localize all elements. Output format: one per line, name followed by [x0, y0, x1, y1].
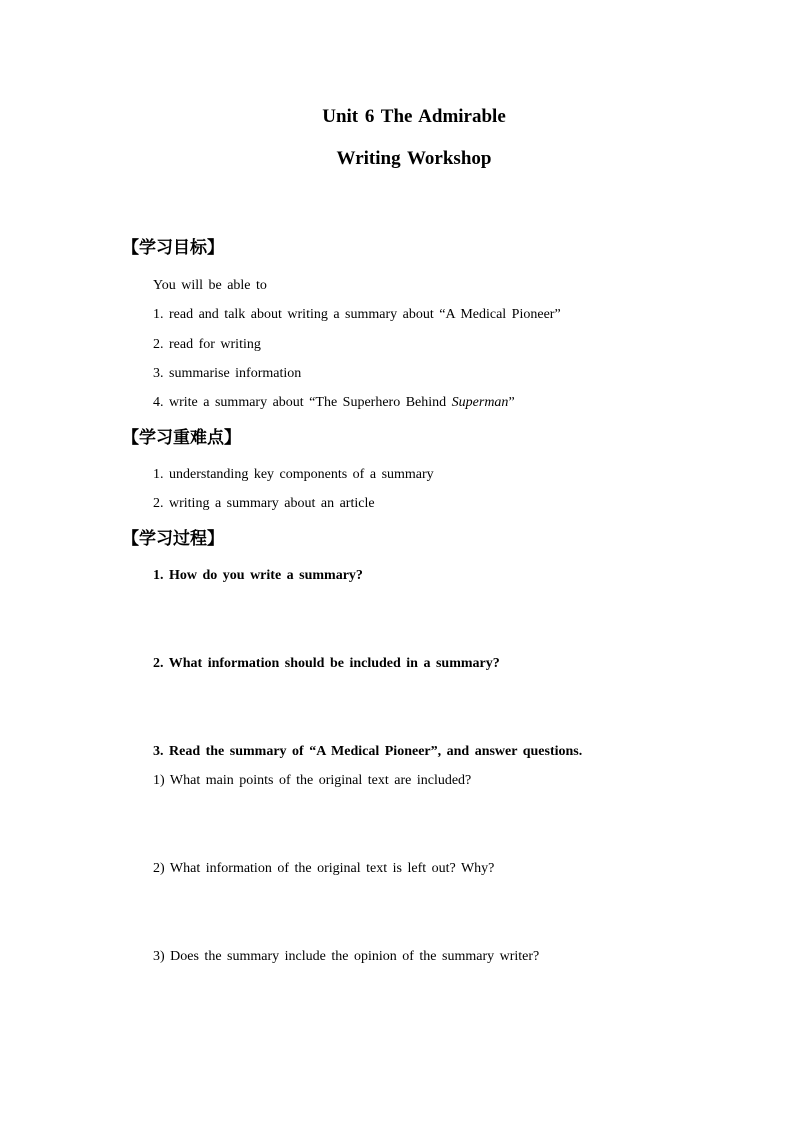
key-point-item: 2. writing a summary about an article [153, 496, 375, 511]
goal-item-italic-title: Superman [451, 395, 509, 410]
section-title: Writing Workshop [336, 148, 492, 169]
goal-item: 3. summarise information [153, 366, 302, 381]
goal-item: 1. read and talk about writing a summary about “A Medical Pioneer” [153, 307, 561, 322]
goals-heading: 【学习目标】 [122, 238, 224, 258]
sub-question: 3) Does the summary include the opinion of the summary writer? [153, 949, 540, 964]
key-point-item: 1. understanding key components of a summary [153, 467, 434, 482]
goal-item [153, 395, 515, 411]
goal-item-text: 4. write a summary about “The Superhero Behind [153, 395, 452, 410]
process-question-2: 2. What information should be included in a summary? [153, 656, 500, 671]
process-heading: 【学习过程】 [122, 529, 224, 549]
unit-title: Unit 6 The Admirable [322, 106, 506, 127]
sub-question: 1) What main points of the original text are included? [153, 773, 472, 788]
goal-item: 2. read for writing [153, 337, 261, 352]
key-points-heading: 【学习重难点】 [122, 428, 241, 448]
goal-item-closing-quote: ” [508, 395, 515, 410]
sub-question: 2) What information of the original text is left out? Why? [153, 861, 495, 876]
process-question-1: 1. How do you write a summary? [153, 568, 363, 583]
goals-intro: You will be able to [153, 278, 267, 293]
process-question-3: 3. Read the summary of “A Medical Pioneer”, and answer questions. [153, 744, 583, 759]
